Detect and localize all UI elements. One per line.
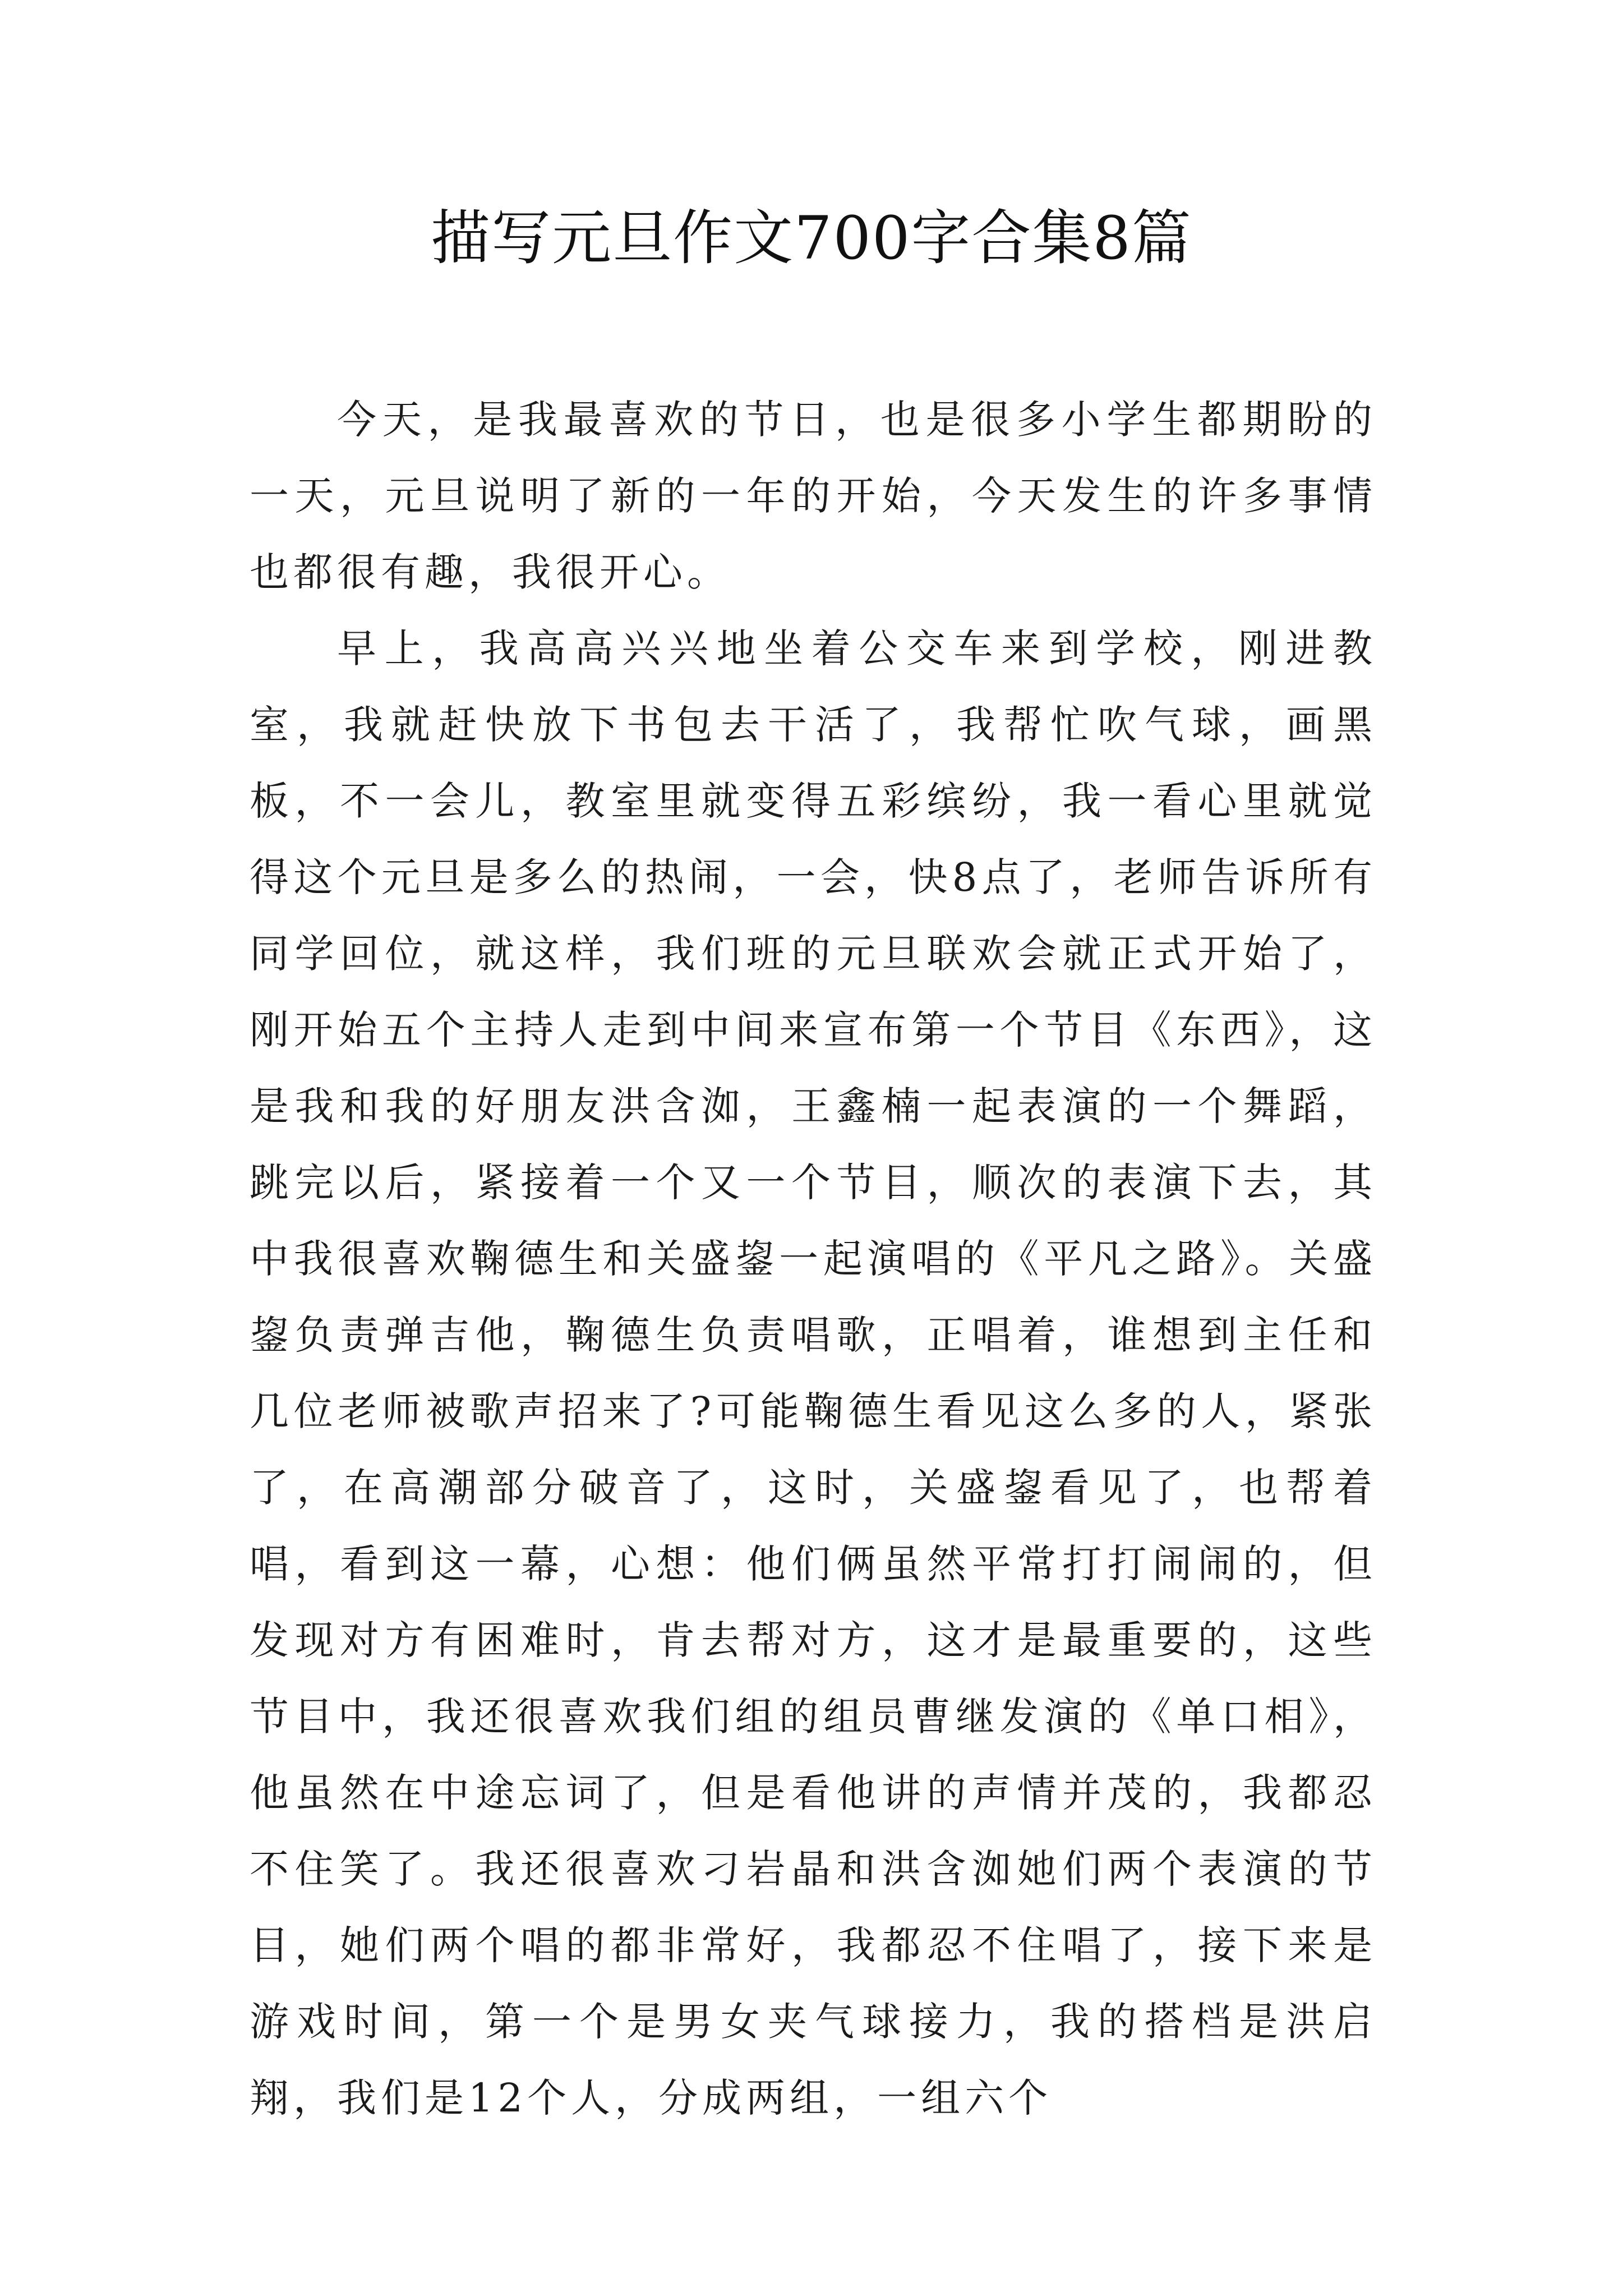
document-body bbox=[250, 381, 1377, 2136]
paragraph: 早上，我高高兴兴地坐着公交车来到学校，刚进教室，我就赶快放下书包去干活了，我帮忙吹气球，画黑板，不一会儿，教室里就变得五彩缤纷，我一看心里就觉得这个元旦是多么的热闹，一会，快8点了，老师告诉所有同学回位，就这样，我们班的元旦联欢会就正式开始了，刚开始五个主持人走到中间来宣布第一个节目《东西》，这是我和我的好朋友洪含洳，王鑫楠一起表演的一个舞蹈，跳完以后，紧接着一个又一个节目，顺次的表演下去，其中我很喜欢鞠德生和关盛鋆一起演唱的《平凡之路》。关盛鋆负责弹吉他，鞠德生负责唱歌，正唱着，谁想到主任和几位老师被歌声招来了?可能鞠德生看见这么多的人，紧张了，在高潮部分破音了，这时，关盛鋆看见了，也帮着唱，看到这一幕，心想：他们俩虽然平常打打闹闹的，但发现对方有困难时，肯去帮对方，这才是最重要的，这些节目中，我还很喜欢我们组的组员曹继发演的《单口相》，他虽然在中途忘词了，但是看他讲的声情并茂的，我都忍不住笑了。我还很喜欢刁岩晶和洪含洳她们两个表演的节目，她们两个唱的都非常好，我都忍不住唱了，接下来是游戏时间，第一个是男女夹气球接力，我的搭档是洪启翔，我们是12个人，分成两组，一组六个 bbox=[250, 625, 1377, 2121]
document-title: 描写元旦作文700字合集8篇 bbox=[431, 204, 1192, 273]
paragraph: 今天，是我最喜欢的节日，也是很多小学生都期盼的一天，元旦说明了新的一年的开始，今天发生的许多事情也都很有趣，我很开心。 bbox=[250, 397, 1377, 595]
